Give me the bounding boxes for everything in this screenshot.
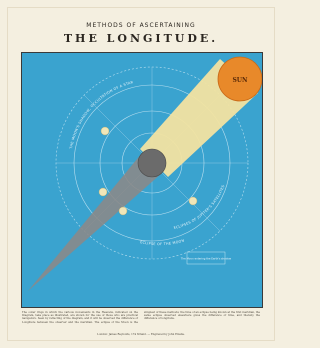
earth-shadow-cone xyxy=(28,153,162,291)
moon-phase xyxy=(99,188,107,196)
note-box-label: The Moon entering the Earth's shadow xyxy=(180,257,232,261)
annotation-right: ECLIPSES OF JUPITER'S SATELLITES xyxy=(173,184,226,230)
moon-phase xyxy=(189,197,197,205)
subtitle: METHODS OF ASCERTAINING xyxy=(86,22,196,29)
earth xyxy=(138,149,166,177)
diagram-panel xyxy=(21,52,263,308)
imprint-line: London: James Reynolds, 174 Strand. — Engraved by John Emslie. xyxy=(97,333,185,336)
longitude-diagram xyxy=(22,53,262,307)
annotation-lower: ECLIPSE OF THE MOON xyxy=(139,238,185,247)
moon-phase xyxy=(119,207,127,215)
description-text: The outer rings in which the various movements in the Heavens, indicated on the Diagram, take place as illustrated, are shown for the use of those who are practical navigators. Seen by reflecting of the diagram, and it will be observed the difference of Longitude between the observer and the meridian. The eclipse of the Moon is the simplest of these methods; the time of an eclipse being known at the first meridian, the same eclipse observed elsewhere gives the difference of time, and thereby the difference of longitude. xyxy=(22,311,260,324)
annotation-left: THE MOON'S SHADOW, OCCULTATION OF A STAR xyxy=(69,80,134,150)
sun-label: SUN xyxy=(232,77,248,84)
moon-phase xyxy=(101,127,109,135)
page-title: THE LONGITUDE. xyxy=(63,32,219,45)
